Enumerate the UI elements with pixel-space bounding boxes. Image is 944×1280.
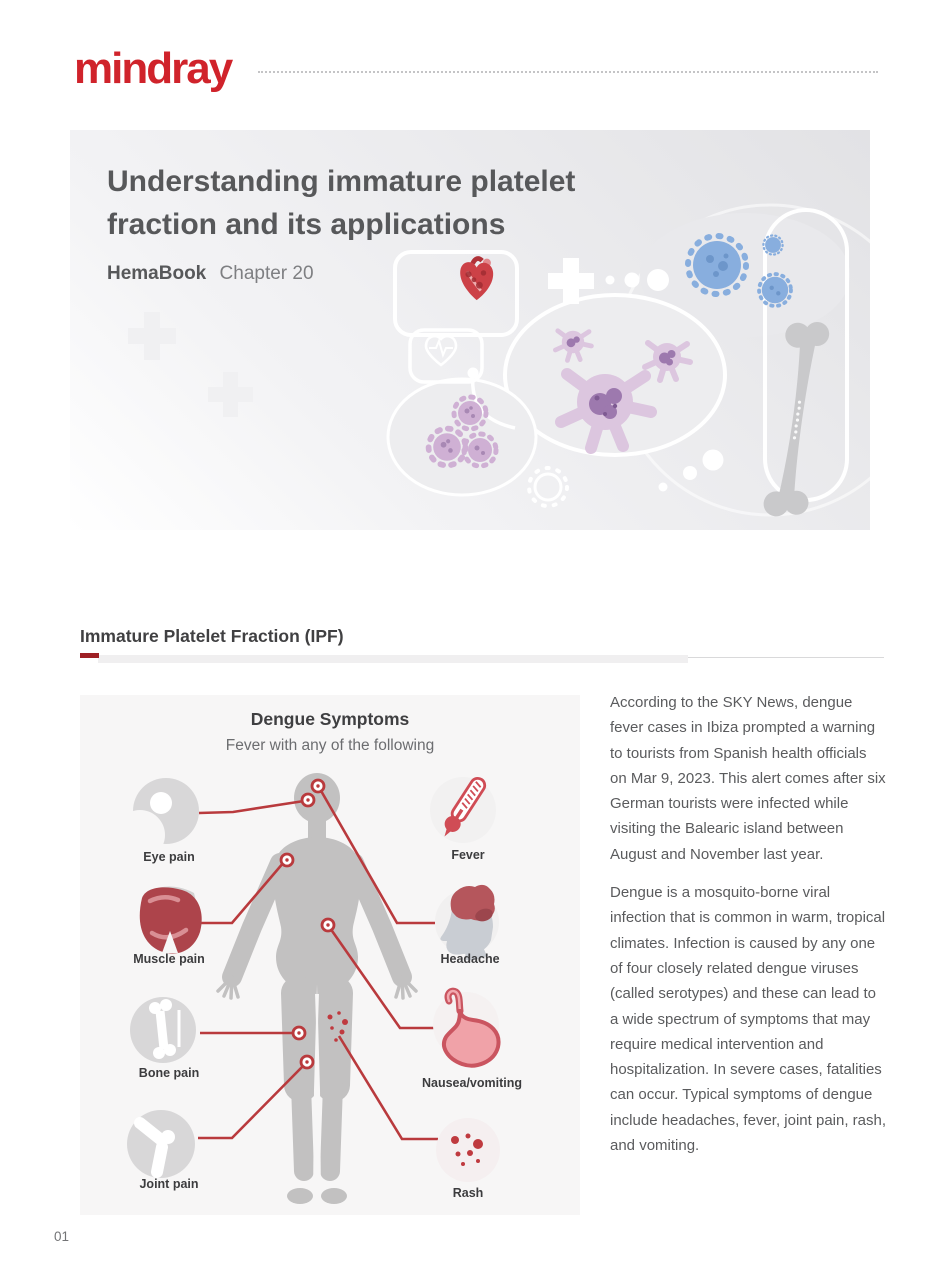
series-name: HemaBook <box>107 263 207 284</box>
symptom-label-muscle-pain: Muscle pain <box>133 952 205 966</box>
symptom-label-joint-pain: Joint pain <box>139 1177 199 1191</box>
title-line-1: Understanding immature platelet <box>107 165 576 198</box>
infographic-title: Dengue Symptoms <box>250 709 410 729</box>
callout-marker <box>322 919 334 931</box>
virus-icon <box>688 236 746 294</box>
dot-trail <box>659 450 724 492</box>
callout-marker <box>301 1056 313 1068</box>
page-title <box>107 160 575 246</box>
symptom-label-fever: Fever <box>451 848 485 862</box>
nausea-icon <box>433 991 499 1065</box>
page-number: 01 <box>54 1229 70 1244</box>
symptom-label-headache: Headache <box>440 952 500 966</box>
article-column <box>610 690 886 1158</box>
article-paragraph: According to the SKY News, dengue fever cases in Ibiza prompted a warning to tourists from Spanish health officials on Mar 9, 2023. This alert comes after six German tourists were infected while visiting the Balearic island between August and November last year. <box>610 694 886 863</box>
dengue-infographic <box>80 695 580 1215</box>
mindray-logo: mindray <box>74 44 232 93</box>
chapter-number: Chapter 20 <box>219 263 314 284</box>
symptom-label-nausea: Nausea/vomiting <box>421 1076 523 1090</box>
virus-outline-icon <box>529 468 567 506</box>
divider-band <box>98 655 688 663</box>
ecg-heart-icon <box>426 336 456 365</box>
title-line-2: fraction and its applications <box>107 208 506 241</box>
fever-icon <box>430 775 496 843</box>
callout-marker <box>312 780 324 792</box>
dot-trail <box>606 269 670 291</box>
series-line <box>107 263 314 285</box>
rash-icon <box>436 1118 500 1182</box>
divider-red-accent <box>80 653 99 658</box>
symptom-label-bone-pain: Bone pain <box>138 1066 200 1080</box>
bone-icon <box>760 318 834 521</box>
headache-icon <box>435 885 499 960</box>
callout-marker <box>293 1027 305 1039</box>
section-heading: Immature Platelet Fraction (IPF) <box>80 626 344 646</box>
bone-pain-icon <box>130 997 196 1063</box>
dotted-divider <box>258 71 878 73</box>
plus-icon <box>128 312 253 417</box>
callout-marker <box>281 854 293 866</box>
callout-marker <box>302 794 314 806</box>
article-paragraph: Dengue is a mosquito-borne viral infection that is common in warm, tropical climates. Infection is caused by any one of four closely related dengue viruses (called serotypes) and these can lead to a wide spectrum of symptoms that may require medical intervention and hospitalization. In severe cases, fatalities can occur. Typical symptoms of dengue include headaches, fever, joint pain, rash, and vomiting. <box>610 884 887 1155</box>
eye-pain-icon <box>115 778 199 860</box>
muscle-pain-icon <box>140 886 202 953</box>
callout-line <box>199 801 304 813</box>
hero-banner <box>70 130 870 530</box>
section-divider <box>80 653 884 663</box>
symptom-label-eye-pain: Eye pain <box>143 850 195 864</box>
infographic-subtitle: Fever with any of the following <box>225 737 435 754</box>
connector-dot <box>468 368 479 379</box>
heart-icon <box>460 259 493 301</box>
symptom-label-rash: Rash <box>452 1186 484 1200</box>
heart-frame <box>395 252 517 335</box>
joint-pain-icon <box>127 1110 195 1178</box>
